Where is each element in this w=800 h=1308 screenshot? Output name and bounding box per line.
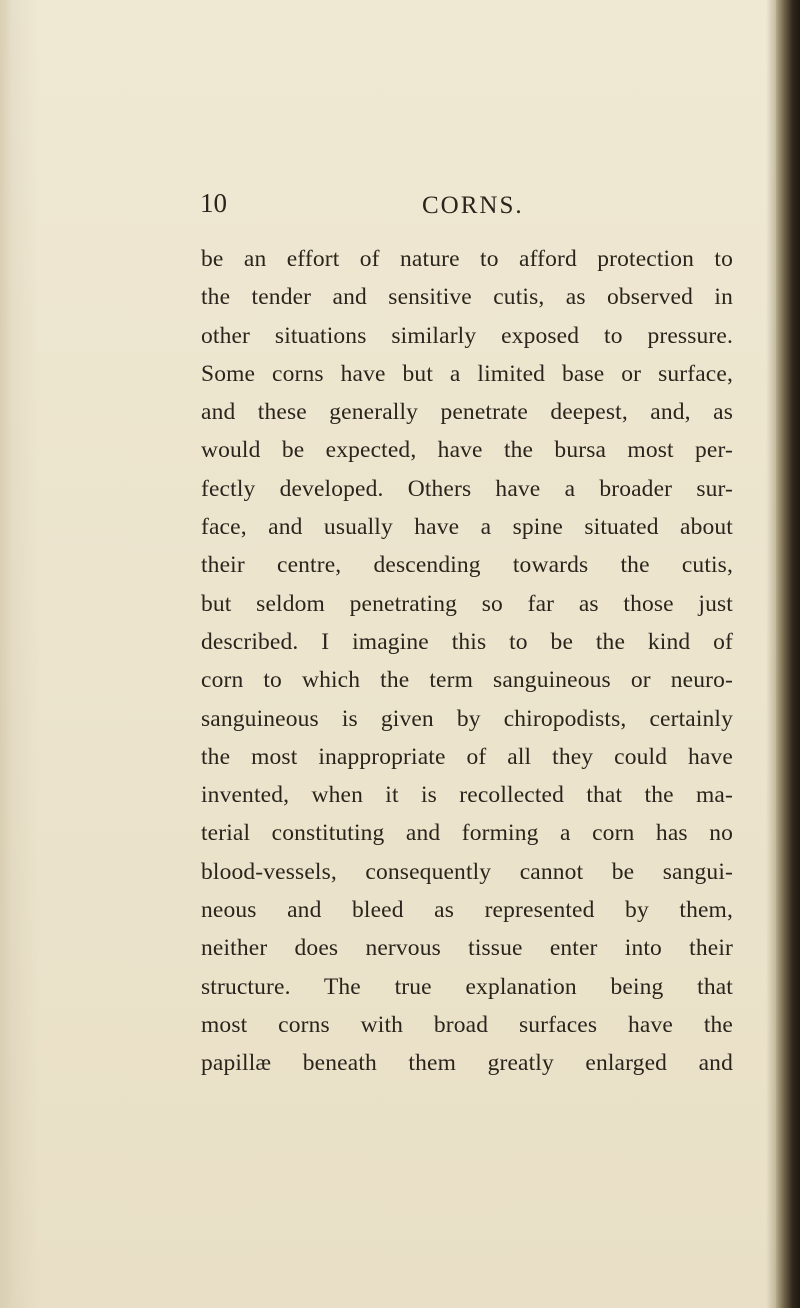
- text-line: other situations similarly exposed to pressure.: [201, 322, 733, 349]
- text-line: the most inappropriate of all they could have: [201, 743, 733, 770]
- text-line: blood-vessels, consequently cannot be sangui-: [201, 858, 733, 885]
- text-line: be an effort of nature to afford protection to: [201, 246, 733, 272]
- text-line: neither does nervous tissue enter into their: [201, 935, 733, 962]
- book-binding-edge: [776, 0, 800, 1308]
- page-header: [200, 188, 740, 228]
- text-line: most corns with broad surfaces have the: [201, 1011, 733, 1038]
- text-line: described. I imagine this to be the kind of: [201, 628, 733, 655]
- text-line: sanguineous is given by chiropodists, certainly: [201, 705, 733, 732]
- text-line: their centre, descending towards the cutis,: [201, 552, 733, 579]
- text-line: structure. The true explanation being that: [201, 973, 733, 1000]
- text-line: fectly developed. Others have a broader sur-: [201, 475, 733, 502]
- text-line: papillæ beneath them greatly enlarged and: [201, 1050, 733, 1077]
- body-text: [201, 240, 733, 1083]
- text-line: terial constituting and forming a corn has no: [201, 820, 733, 847]
- running-title: CORNS.: [422, 192, 524, 219]
- text-line: but seldom penetrating so far as those just: [201, 590, 733, 617]
- page-gutter-shadow: [766, 0, 776, 1308]
- text-line: the tender and sensitive cutis, as observed in: [201, 284, 733, 311]
- page-left-edge: [0, 0, 12, 1308]
- text-line: invented, when it is recollected that the ma-: [201, 782, 733, 809]
- text-line: face, and usually have a spine situated about: [201, 514, 733, 541]
- text-line: Some corns have but a limited base or surface,: [201, 360, 733, 387]
- text-line: and these generally penetrate deepest, and, as: [201, 399, 733, 426]
- text-line: corn to which the term sanguineous or neuro-: [201, 667, 733, 694]
- text-line: neous and bleed as represented by them,: [201, 897, 733, 924]
- text-line: would be expected, have the bursa most per-: [201, 437, 733, 464]
- page-number: 10: [200, 188, 227, 218]
